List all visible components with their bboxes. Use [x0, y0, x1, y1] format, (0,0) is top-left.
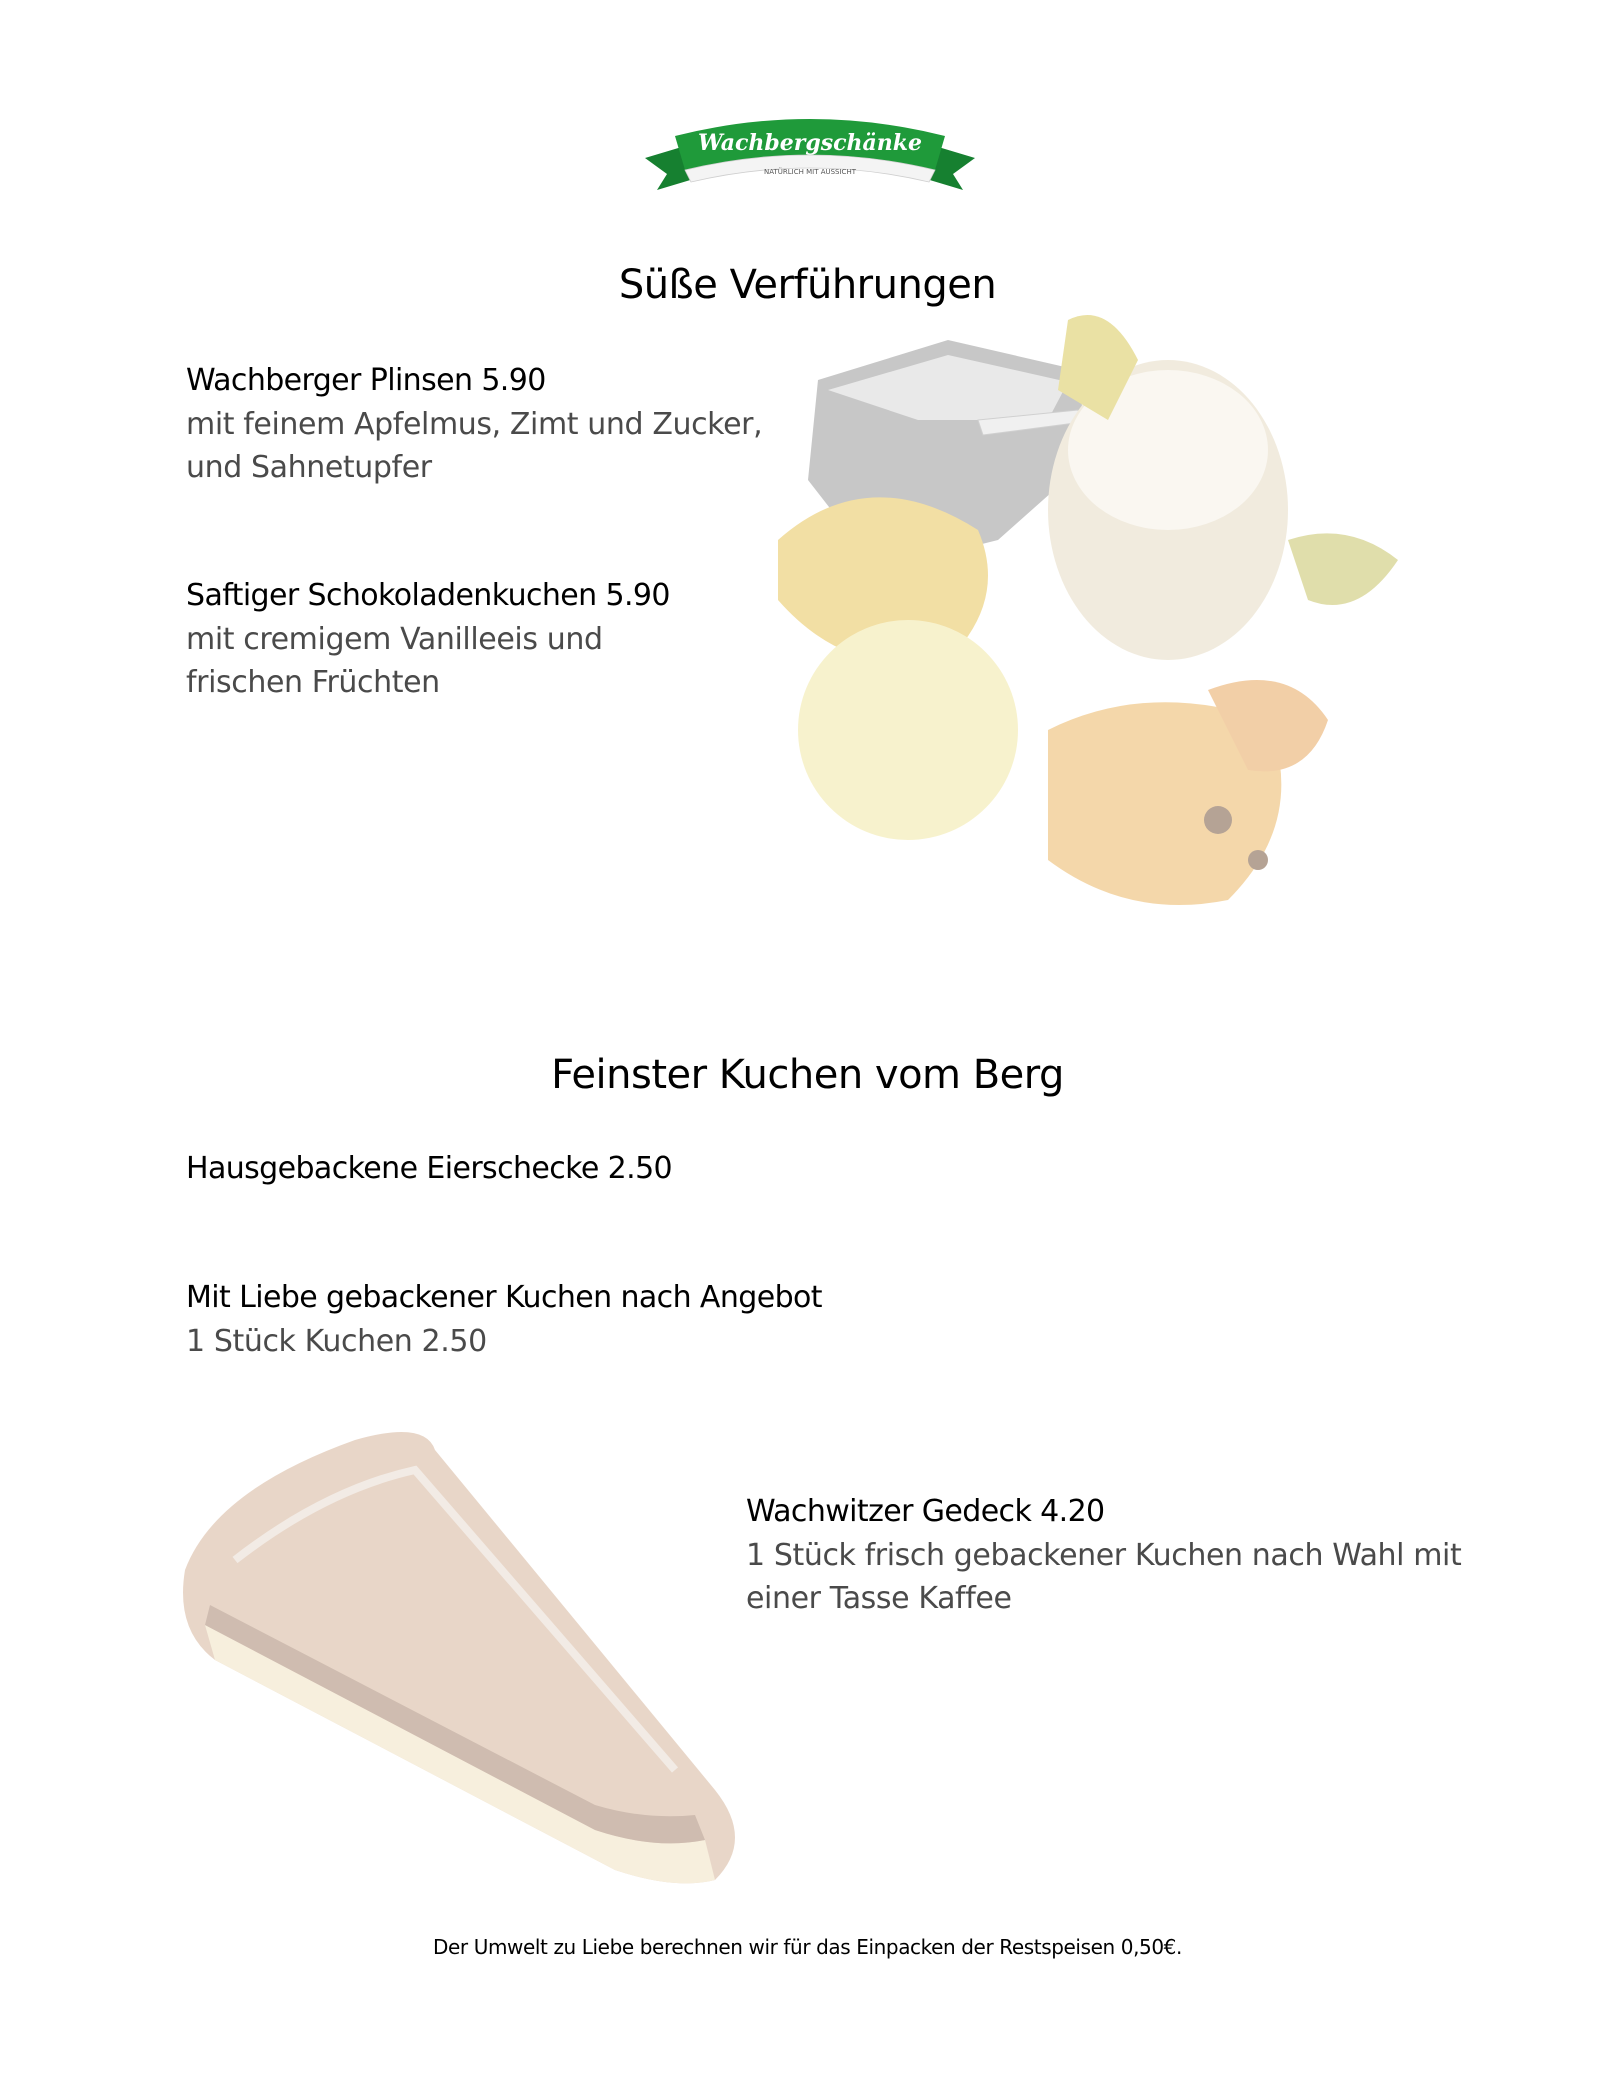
menu-item-description: einer Tasse Kaffee: [746, 1581, 1012, 1616]
menu-item: [186, 359, 762, 489]
menu-item-description: frischen Früchten: [186, 665, 440, 700]
menu-item: [746, 1490, 1461, 1620]
menu-item-title: Mit Liebe gebackener Kuchen nach Angebot: [186, 1280, 822, 1315]
menu-item: [186, 574, 670, 704]
restaurant-logo: [645, 108, 975, 208]
menu-item-description: mit cremigem Vanilleeis und: [186, 622, 603, 657]
menu-item-title: Wachwitzer Gedeck 4.20: [746, 1494, 1105, 1529]
menu-item-description: und Sahnetupfer: [186, 450, 432, 485]
ribbon-banner-icon: [645, 108, 975, 208]
menu-item-title: Hausgebackene Eierschecke 2.50: [186, 1151, 673, 1186]
menu-item: [186, 1276, 822, 1363]
section-heading-cakes: Feinster Kuchen vom Berg: [551, 1052, 1064, 1098]
cake-slice-image: [175, 1410, 775, 1900]
dessert-plate-image: [748, 300, 1538, 965]
logo-tagline: NATÜRLICH MIT AUSSICHT: [764, 168, 856, 176]
menu-item-description: 1 Stück frisch gebackener Kuchen nach Wahl mit: [746, 1538, 1462, 1573]
menu-item-description: mit feinem Apfelmus, Zimt und Zucker,: [186, 407, 763, 442]
menu-item-title: Wachberger Plinsen 5.90: [186, 363, 546, 398]
menu-item-title: Saftiger Schokoladenkuchen 5.90: [186, 578, 670, 613]
footer-note: Der Umwelt zu Liebe berechnen wir für das Einpacken der Restspeisen 0,50€.: [433, 1935, 1182, 1959]
section-heading-sweets: Süße Verführungen: [618, 262, 997, 308]
menu-item-description: 1 Stück Kuchen 2.50: [186, 1324, 487, 1359]
logo-brand-text: Wachbergschänke: [697, 130, 923, 156]
menu-item: [186, 1147, 672, 1191]
